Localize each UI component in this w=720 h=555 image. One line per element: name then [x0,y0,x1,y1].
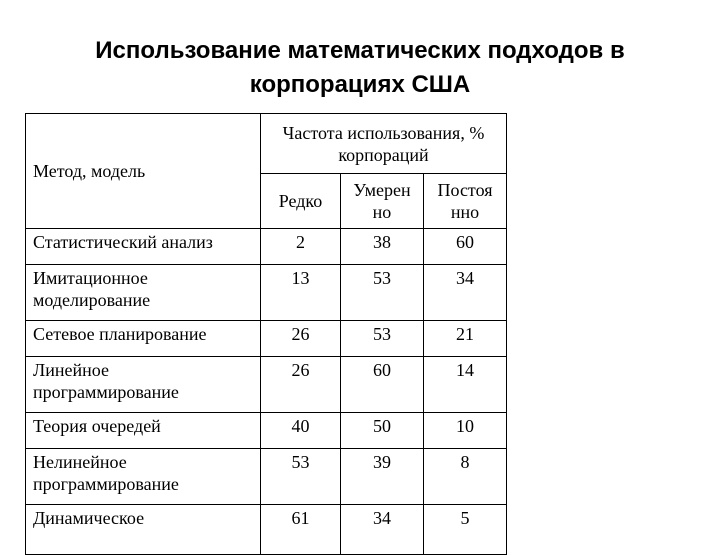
subheader-moderately-line-1: Умерен [353,180,411,200]
row-label-line-1: Теория очередей [33,416,161,436]
row-label-line-1: Нелинейное [33,452,127,472]
row-label [26,265,261,321]
title-line-2: корпорациях США [249,71,471,98]
table-row [26,449,507,505]
table-row [26,357,507,413]
value-constantly: 8 [424,449,507,505]
header-row-1 [26,114,507,174]
value-moderately: 53 [341,265,424,321]
row-label-line-2: программирование [33,382,179,402]
row-label [26,321,261,357]
value-moderately: 39 [341,449,424,505]
value-rarely: 26 [261,357,341,413]
usage-table [25,113,507,555]
subheader-moderately-line-2: но [372,202,392,222]
value-constantly: 21 [424,321,507,357]
method-header [26,114,261,229]
value-rarely: 53 [261,449,341,505]
value-moderately: 60 [341,357,424,413]
value-rarely: 26 [261,321,341,357]
row-label [26,505,261,555]
value-rarely: 13 [261,265,341,321]
subheader-constantly-line-2: нно [450,202,480,222]
frequency-header-line-1: Частота использования, % [282,123,485,143]
method-header-text: Метод, модель [33,161,146,181]
value-moderately: 53 [341,321,424,357]
value-rarely: 61 [261,505,341,555]
subheader-constantly-line-1: Постоя [437,180,493,200]
table-row [26,321,507,357]
value-moderately: 34 [341,505,424,555]
value-moderately: 50 [341,413,424,449]
row-label [26,413,261,449]
subheader-rarely-line-1: Редко [278,191,323,211]
value-constantly: 34 [424,265,507,321]
row-label-line-1: Сетевое планирование [33,324,207,344]
frequency-header-line-2: корпораций [338,145,429,165]
subheader-constantly [424,174,507,229]
row-label [26,449,261,505]
row-label-line-2: моделирование [33,290,151,310]
table-body [26,114,507,555]
value-constantly: 5 [424,505,507,555]
table-row [26,505,507,555]
value-constantly: 14 [424,357,507,413]
value-rarely: 2 [261,229,341,265]
row-label-line-1: Статистический анализ [33,232,213,252]
subheader-moderately [341,174,424,229]
frequency-header [261,114,507,174]
title-line-1: Использование математических подходов в [95,37,625,64]
subheader-rarely [261,174,341,229]
page-title [0,34,720,102]
table-row [26,413,507,449]
value-moderately: 38 [341,229,424,265]
row-label-line-2: программирование [33,474,179,494]
table-row [26,265,507,321]
row-label-line-1: Линейное [33,360,109,380]
table-row [26,229,507,265]
value-constantly: 10 [424,413,507,449]
row-label-line-1: Имитационное [33,268,148,288]
value-rarely: 40 [261,413,341,449]
row-label-line-1: Динамическое [33,508,145,528]
value-constantly: 60 [424,229,507,265]
row-label [26,357,261,413]
row-label [26,229,261,265]
